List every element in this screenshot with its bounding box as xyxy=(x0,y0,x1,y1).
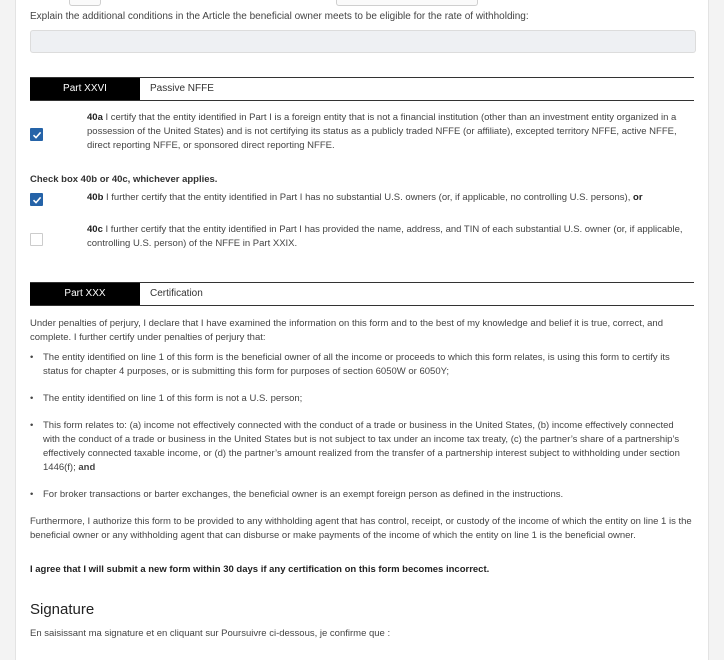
item-40c-text: I further certify that the entity identified in Part I has provided the name, address, and TIN of each substantial U.S. owner (or, if applicable, controlling U.S. person) of the NFFE in Part XXIX. xyxy=(87,224,683,249)
item-40b-suffix: or xyxy=(633,192,643,203)
checkbox-40c[interactable] xyxy=(30,233,43,246)
authorization-paragraph: Furthermore, I authorize this form to be provided to any withholding agent that has control, receipt, or custody of the income of which the entity on line 1 is the beneficial owner or any withholding agent that can disburse or make payments of the income of which the entity on line 1 is the beneficial owner. xyxy=(30,516,692,541)
checkbox-40a[interactable] xyxy=(30,128,43,141)
previous-input-stub[interactable] xyxy=(336,0,478,6)
part-xxvi-header xyxy=(30,77,694,101)
item-40a xyxy=(87,111,687,153)
explain-conditions-label: Explain the additional conditions in the Article the beneficial owner meets to be eligible for the rate of withholding: xyxy=(30,11,529,22)
item-40a-code: 40a xyxy=(87,112,103,123)
explain-conditions-input[interactable] xyxy=(30,30,696,53)
check-box-hint: Check box 40b or 40c, whichever applies. xyxy=(30,174,218,185)
form-card: Explain the additional conditions in the Article the beneficial owner meets to be eligible for the rate of withholding: Part XXVI Passive NFFE 40a I certify that the entity identified in Part I is a foreign entity that is not a financial institution (other than an investment entity organized in a possession of the United States) and is not certifying its status as a publicly traded NFFE (or affiliate), excepted territory NFFE, active NFFE, direct reporting NFFE, or sponsored direct reporting NFFE. Check box 40b or 40c, whichever applies. 40b I further certify that the entity identified in Part I has no substantial U.S. owners (or, if applicable, no controlling U.S. persons), or 40c I further certify that the entity identified in Part I has provided the name, address, and TIN of each substantial U.S. owner (or, if applicable, controlling U.S. person) of the NFFE in Part XXIX. Part XXX Certification Under penalties of perjury, I declare that I have examined the information on this form and to the best of my knowledge and belief it is true, correct, and complete. I further certify under penalties of perjury that: • The entity identified on line 1 of this form is the beneficial owner of all the income or proceeds to which this form relates, is using this form to certify its status for chapter 4 purposes, or is submitting this form for purposes of section 6050W or 6050Y; • The entity identified on line 1 of this form is not a U.S. person; • This form relates to: (a) income not effectively connected with the conduct of a trade or business in the United States, (b) income effectively connected with the conduct of a trade or business in the United States but is not subject to tax under an income tax treaty, (c) the partner’s share of a partnership’s effectively connected taxable income, or (d) the partner’s amount realized from the transfer of a partnership interest subject to withholding under section 1446(f); and • For broker transactions or barter exchanges, the beneficial owner is an exempt foreign person as defined in the instructions. Furthermore, I authorize this form to be provided to any withholding agent that has control, receipt, or custody of the income of which the entity on line 1 is the beneficial owner or any withholding agent that can disburse or make payments of the income of which the entity on line 1 is the beneficial owner. I agree that I will submit a new form within 30 days if any certification on this form becomes incorrect. Signature En saisissant ma signature et en cliquant sur Poursuivre ci-dessous, je confirme que : xyxy=(15,0,709,660)
part-xxx-title: Certification xyxy=(150,288,203,299)
bullet-3-text: This form relates to: (a) income not effectively connected with the conduct of a trade or business in the United States, (b) income effectively connected with the conduct of a trade or business in the United States but is not subject to tax under an income tax treaty, (c) the partner’s share of a partnership’s effectively connected taxable income, or (d) the partner’s amount realized from the transfer of a partnership interest subject to withholding under section 1446(f); xyxy=(43,420,680,473)
previous-select-stub[interactable] xyxy=(69,0,101,6)
checkmark-icon xyxy=(32,195,42,205)
checkbox-40b[interactable] xyxy=(30,193,43,206)
bullet-3-suffix: and xyxy=(78,462,96,473)
item-40b-code: 40b xyxy=(87,192,104,203)
item-40c-code: 40c xyxy=(87,224,103,235)
bullet-icon: • xyxy=(30,352,34,363)
signature-confirm-text: En saisissant ma signature et en cliquant sur Poursuivre ci-dessous, je confirme que : xyxy=(30,628,391,639)
part-xxx-tab: Part XXX xyxy=(30,283,140,305)
item-40b xyxy=(87,191,687,205)
agree-statement: I agree that I will submit a new form within 30 days if any certification on this form becomes incorrect. xyxy=(30,564,490,575)
part-xxvi-tab: Part XXVI xyxy=(30,78,140,100)
bullet-icon: • xyxy=(30,420,34,431)
part-xxvi-title: Passive NFFE xyxy=(150,83,214,94)
part-xxx-header xyxy=(30,282,694,306)
bullet-icon: • xyxy=(30,489,34,500)
signature-heading: Signature xyxy=(30,601,95,618)
item-40a-text: I certify that the entity identified in Part I is a foreign entity that is not a financial institution (other than an investment entity organized in a possession of the United States) and is not certifying its status as a publicly traded NFFE (or affiliate), excepted territory NFFE, active NFFE, direct reporting NFFE, or sponsored direct reporting NFFE. xyxy=(87,112,677,151)
item-40c xyxy=(87,223,687,251)
bullet-icon: • xyxy=(30,393,34,404)
item-40b-text: I further certify that the entity identified in Part I has no substantial U.S. owners (or, if applicable, no controlling U.S. persons), xyxy=(106,192,631,203)
perjury-intro: Under penalties of perjury, I declare that I have examined the information on this form and to the best of my knowledge and belief it is true, correct, and complete. I further certify under penalties of perjury that: xyxy=(30,318,663,343)
checkmark-icon xyxy=(32,130,42,140)
